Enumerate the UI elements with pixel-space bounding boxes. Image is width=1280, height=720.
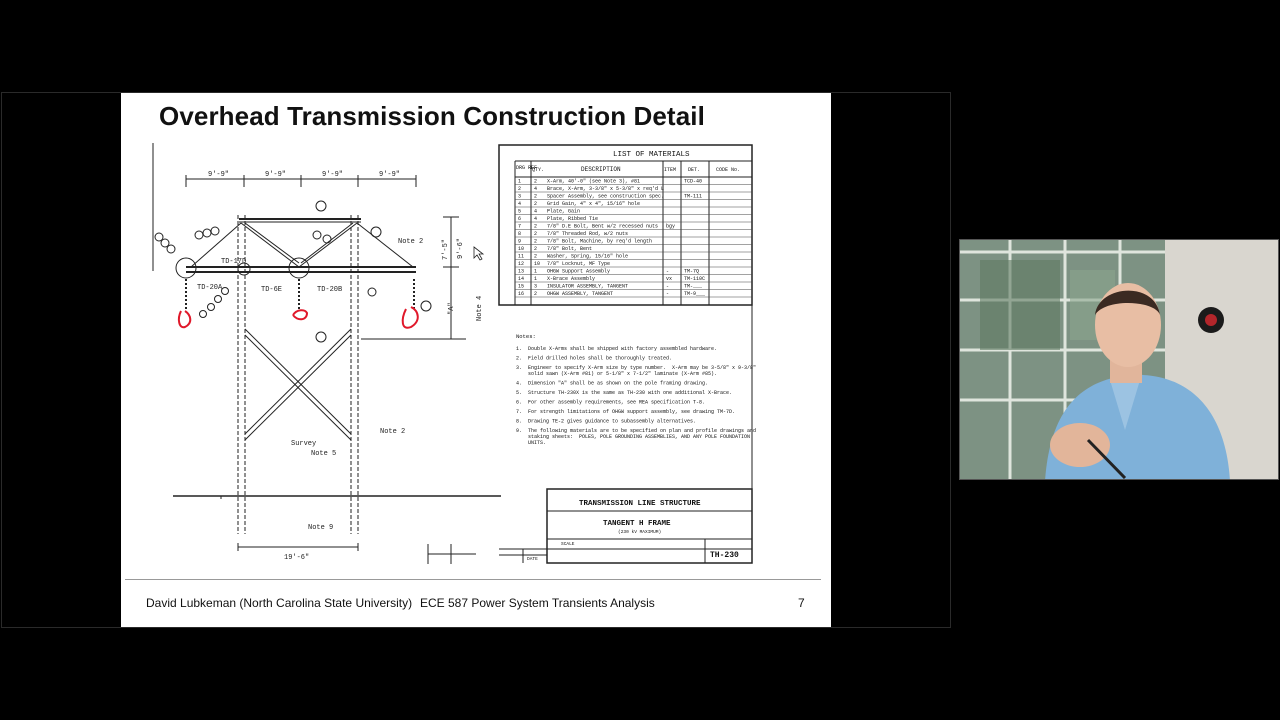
- table-cell-det: TM-110C: [684, 276, 706, 283]
- table-cell-ref: 4: [518, 201, 522, 208]
- table-cell-ref: 15: [518, 283, 525, 290]
- table-cell-ref: 6: [518, 216, 522, 223]
- table-cell-desc: INSULATOR ASSEMBLY, TANGENT: [547, 283, 629, 290]
- footer-divider: [125, 579, 821, 580]
- table-cell-desc: X-Arm, 40'-0" (see Note 3), #81: [547, 178, 641, 185]
- table-cell-ref: 7: [518, 223, 522, 230]
- table-cell-desc: 7/8" Locknut, MF Type: [547, 261, 611, 268]
- table-cell-ref: 16: [518, 291, 525, 298]
- table-cell-qty: 2: [534, 223, 538, 230]
- table-cell-qty: 2: [534, 246, 538, 253]
- table-cell-item: -: [666, 268, 670, 275]
- table-cell-desc: 7/8" D.E Bolt, Bent w/2 recessed nuts: [547, 223, 659, 230]
- table-cell-qty: 1: [534, 276, 538, 283]
- note-line: 4. Dimension "A" shall be as shown on the pole framing drawing.: [516, 380, 709, 387]
- structure-rating: (230 kV MAXIMUM): [618, 530, 662, 535]
- title-block: [499, 489, 752, 563]
- note-line: 9. The following materials are to be specified on plan and profile drawings and: [516, 428, 757, 434]
- table-cell-desc: Plate, Gain: [547, 208, 581, 215]
- dim-96-label: 9'-6": [457, 237, 465, 259]
- presenter-video-tile[interactable]: [959, 239, 1279, 480]
- notes-block: [499, 305, 756, 489]
- table-cell-item: -: [666, 283, 670, 290]
- note2-label: Note 2: [398, 238, 424, 246]
- table-cell-qty: 2: [534, 231, 538, 238]
- note-line: solid sawn (X-Arm #81) or 5-1/8" x 7-1/2" laminate (X-Arm #85).: [516, 371, 718, 377]
- scale-label: SCALE: [561, 542, 575, 547]
- survey-label: Survey: [291, 440, 317, 448]
- table-cell-ref: 13: [518, 268, 525, 275]
- presenter-video-frame: [960, 240, 1279, 480]
- td20b-label: TD-20B: [317, 286, 343, 294]
- materials-table: [499, 145, 752, 305]
- note-line: 6. For other assembly requirements, see REA specification T-8.: [516, 399, 706, 406]
- table-cell-desc: X-Brace Assembly: [547, 276, 596, 283]
- note-line: 2. Field drilled holes shall be thoroughly treated.: [516, 355, 673, 362]
- note-line: 5. Structure TH-230X is the same as TH-230 with one additional X-Brace.: [516, 390, 733, 396]
- drawing-number: TH-230: [710, 551, 739, 560]
- table-cell-desc: Grid Gain, 4" x 4", 15/16" hole: [547, 201, 641, 208]
- td17d-label: TD-17D: [221, 258, 247, 266]
- slide-title: Overhead Transmission Construction Detail: [159, 101, 705, 131]
- table-cell-ref: 11: [518, 253, 525, 260]
- table-cell-det: TCD-40: [684, 178, 703, 185]
- table-cell-ref: 5: [518, 208, 522, 215]
- table-cell-desc: 7/8" Bolt, Machine, by req'd length: [547, 238, 653, 245]
- table-cell-qty: 4: [534, 186, 538, 193]
- spacing-label: 9'-9": [208, 171, 230, 179]
- note-line: staking sheets: POLES, POLE GROUNDING ASSEMBLIES, AND ANY POLE FOUNDATION: [516, 434, 751, 440]
- table-cell-ref: 14: [518, 276, 525, 283]
- notes-header: Notes:: [516, 333, 536, 340]
- table-cell-qty: 2: [534, 193, 538, 200]
- table-cell-desc: 7/8" Bolt, Bent: [547, 246, 593, 253]
- table-cell-desc: Washer, Spring, 15/16" hole: [547, 253, 629, 260]
- table-cell-ref: 12: [518, 261, 525, 268]
- table-cell-ref: 1: [518, 178, 522, 185]
- table-cell-qty: 3: [534, 283, 538, 290]
- structure-name: TANGENT H FRAME: [603, 520, 671, 528]
- note9-label: Note 9: [308, 524, 334, 532]
- structure-type: TRANSMISSION LINE STRUCTURE: [579, 500, 701, 508]
- col-det: DET.: [688, 167, 701, 173]
- spacing-label: 9'-9": [265, 171, 287, 179]
- col-description: DESCRIPTION: [581, 166, 621, 173]
- materials-header: LIST OF MATERIALS: [613, 151, 690, 159]
- table-cell-item: vx: [666, 276, 673, 283]
- table-cell-qty: 2: [534, 238, 538, 245]
- table-cell-ref: 8: [518, 231, 522, 238]
- table-cell-desc: 7/8" Threaded Rod, w/2 nuts: [547, 231, 629, 238]
- table-cell-qty: 2: [534, 291, 538, 298]
- table-cell-desc: Plate, Ribbed Tie: [547, 216, 599, 223]
- note-line: 7. For strength limitations of OHGW support assembly, see drawing TM-7D.: [516, 409, 736, 415]
- table-cell-det: TM-7Q: [684, 268, 700, 275]
- spacing-label: 9'-9": [379, 171, 401, 179]
- table-cell-det: TM-9___: [684, 291, 706, 298]
- td20a-label: TD-20A: [197, 284, 223, 292]
- slide-page-number: 7: [798, 596, 805, 610]
- dim-75-label: 7'-5": [442, 238, 450, 260]
- col-drgref: DRG REF: [516, 165, 538, 171]
- red-annotation-marks: [179, 307, 418, 328]
- col-code: CODE No.: [716, 167, 741, 173]
- td6e-label: TD-6E: [261, 286, 283, 294]
- table-cell-qty: 4: [534, 216, 538, 223]
- date-label: DATE: [527, 557, 538, 562]
- note4-label: Note 4: [476, 295, 484, 321]
- table-cell-qty: 4: [534, 208, 538, 215]
- col-item: ITEM: [664, 167, 677, 173]
- presentation-slide: [121, 93, 831, 627]
- table-cell-det: TM-111: [684, 193, 703, 200]
- footer-course: ECE 587 Power System Transients Analysis: [420, 596, 655, 610]
- table-cell-qty: 1: [534, 268, 538, 275]
- note-line: 8. Drawing TE-2 gives guidance to subassembly alternatives.: [516, 418, 697, 425]
- table-cell-item: -: [666, 291, 670, 298]
- table-cell-desc: OHGW ASSEMBLY, TANGENT: [547, 291, 614, 298]
- table-cell-ref: 2: [518, 186, 522, 193]
- note5-label: Note 5: [311, 450, 337, 458]
- note-line: 3. Engineer to specify X-Arm size by type number. X-Arm may be 3-5/8" x 9-3/8": [516, 365, 757, 371]
- mouse-cursor: [474, 247, 483, 260]
- table-cell-qty: 2: [534, 253, 538, 260]
- spacing-label: 9'-9": [322, 171, 344, 179]
- dim-a-label: "A": [448, 302, 456, 315]
- table-cell-ref: 9: [518, 238, 522, 245]
- table-cell-qty: 2: [534, 178, 538, 185]
- note2-lower-label: Note 2: [380, 428, 406, 436]
- col-qty: QTY.: [532, 167, 545, 173]
- note-line: 1. Double X-Arms shall be shipped with factory assembled hardware.: [516, 346, 718, 352]
- table-cell-ref: 10: [518, 246, 525, 253]
- note-line: UNITS.: [516, 440, 547, 446]
- base-dimension-label: 19'-6": [284, 554, 310, 562]
- table-cell-desc: OHGW Support Assembly: [547, 268, 611, 275]
- table-cell-det: TM-___: [684, 283, 703, 290]
- table-cell-qty: 10: [534, 261, 541, 268]
- table-cell-desc: Spacer Assembly, see construction spec.: [547, 193, 665, 200]
- construction-drawing: [121, 139, 831, 569]
- table-cell-ref: 3: [518, 193, 522, 200]
- table-cell-qty: 2: [534, 201, 538, 208]
- table-cell-item: bgy: [666, 223, 676, 230]
- h-frame-structure: [153, 143, 501, 564]
- footer-author: David Lubkeman (North Carolina State University): [146, 596, 413, 610]
- table-cell-desc: Brace, X-Arm, 3-3/8" x 5-3/8" x req'd L: [547, 186, 665, 193]
